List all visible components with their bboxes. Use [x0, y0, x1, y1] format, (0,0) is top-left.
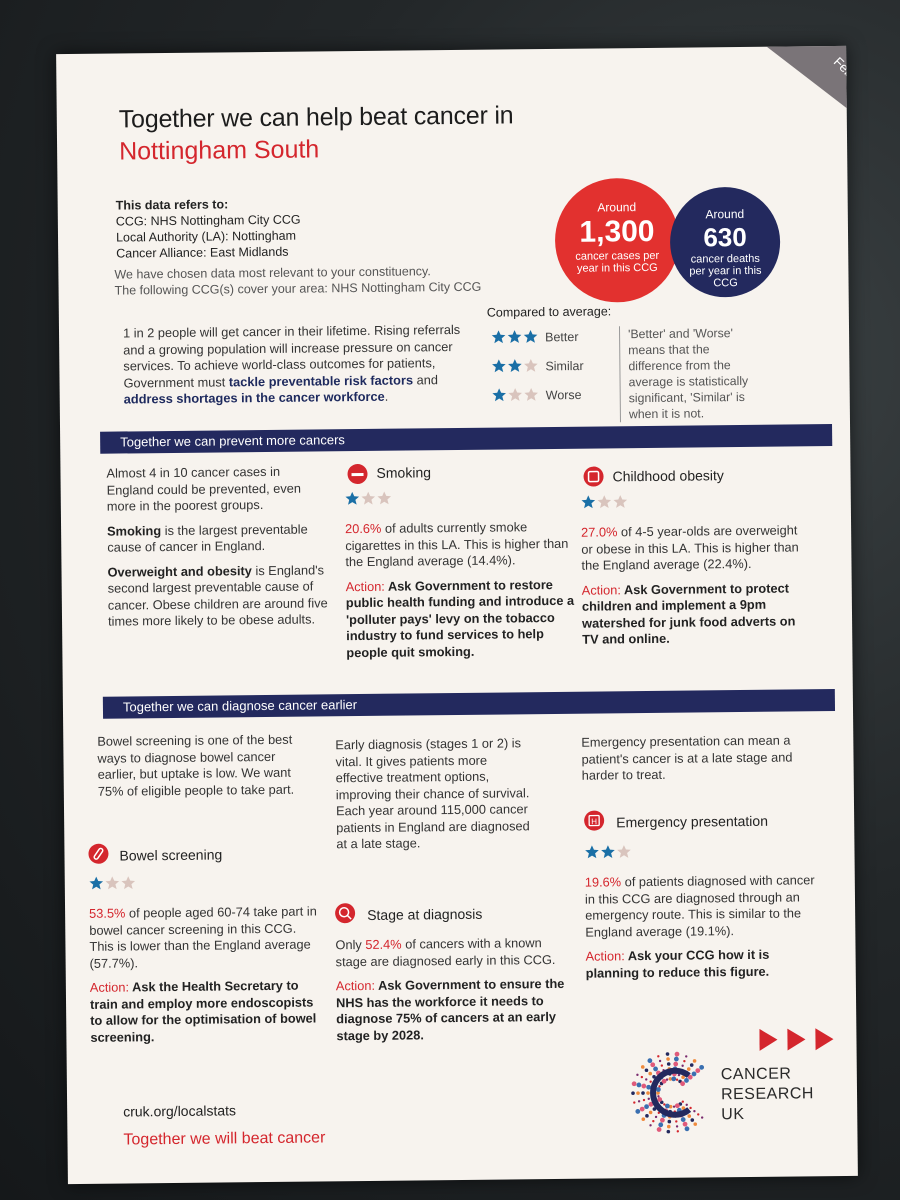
legend-better-label: Better: [545, 330, 579, 345]
test-tube-icon: [88, 844, 108, 864]
cases-sub: cancer cases per year in this CCG: [575, 249, 660, 275]
intro-paragraph: [123, 322, 484, 408]
deaths-sub: cancer deaths per year in this CCG: [689, 252, 762, 290]
legend-note: 'Better' and 'Worse' means that the difference from the average is statistically significant, 'Similar' is when it is not.: [619, 325, 759, 422]
stars-better: [491, 329, 539, 348]
refs-alliance: Cancer Alliance: East Midlands: [116, 244, 289, 261]
smoking-rating: [345, 491, 393, 512]
legend-worse: [492, 387, 582, 406]
compared-title: Compared to average:: [486, 304, 612, 320]
prevent-left-column: [106, 463, 328, 630]
smoking-stat: 20.6%: [345, 520, 382, 537]
legend-better: [491, 329, 579, 348]
stage-title: Stage at diagnosis: [367, 905, 483, 923]
intro-bold-workforce: address shortages in the cancer workforce: [123, 388, 385, 407]
logo-line2: RESEARCH: [720, 1085, 815, 1104]
refs-ccg: CCG: NHS Nottingham City CCG: [115, 212, 301, 229]
bowel-intro: Bowel screening is one of the best ways to diagnose bowel cancer earlier, but uptake is low. We want 75% of eligible people to take part.: [97, 731, 295, 799]
scales-icon: [583, 466, 603, 486]
stage-stat: 52.4%: [365, 936, 402, 952]
star-empty-icon: [377, 491, 392, 506]
cruk-url-link[interactable]: cruk.org/localstats: [123, 1102, 237, 1120]
prevent-p2: is the largest preventable cause of cancer in England.: [107, 521, 308, 555]
legend-similar-label: Similar: [545, 358, 584, 374]
bowel-rating: [89, 875, 137, 896]
logo-line1: CANCER: [720, 1065, 792, 1084]
prevent-p3: is England's second largest preventable cause of cancer. Obese children are around five times more likely to be obese adults.: [107, 561, 328, 629]
stage-text: of cancers with a known stage are diagnosed early in this CCG.: [335, 935, 556, 969]
tagline: Together we will beat cancer: [123, 1129, 326, 1149]
cases-number: 1,300: [579, 214, 655, 249]
emergency-column: [585, 872, 816, 981]
bowel-title: Bowel screening: [119, 846, 223, 864]
star-filled-icon: [507, 358, 522, 373]
magnifier-icon: [335, 903, 355, 923]
chosen-data-note: [114, 262, 544, 299]
prevent-band: Together we can prevent more cancers: [100, 424, 832, 454]
cigarette-icon: [347, 464, 367, 484]
star-filled-icon: [584, 845, 599, 860]
stars-similar: [491, 358, 539, 377]
emergency-title: Emergency presentation: [616, 812, 769, 831]
refs-la: Local Authority (LA): Nottingham: [115, 228, 297, 245]
star-filled-icon: [492, 387, 507, 402]
hospital-icon: [584, 810, 604, 830]
star-empty-icon: [616, 844, 631, 859]
page-title-line2: Nottingham South: [118, 135, 320, 166]
star-filled-icon: [89, 876, 104, 891]
star-filled-icon: [345, 491, 360, 506]
star-empty-icon: [523, 358, 538, 373]
star-empty-icon: [508, 387, 523, 402]
obesity-bold: Overweight and obesity: [107, 562, 252, 580]
bowel-action: Ask the Health Secretary to train and employ more endoscopists to allow for the optimisation of bowel screening.: [89, 977, 317, 1045]
star-filled-icon: [581, 495, 596, 510]
star-empty-icon: [361, 491, 376, 506]
cases-top: Around: [597, 200, 637, 215]
page-title-line1: Together we can help beat cancer in: [118, 101, 514, 134]
smoking-action: Ask Government to restore public health funding and introduce a 'polluter pays' levy on the tobacco industry to fund services to help people quit smoking.: [345, 576, 575, 660]
obesity-action: Ask Government to protect children and implement a 9pm watershed for junk food adverts on TV and online.: [581, 580, 796, 647]
star-empty-icon: [613, 494, 628, 509]
prevent-p1: Almost 4 in 10 cancer cases in England could be prevented, even more in the poorest groups.: [106, 463, 301, 514]
obesity-rating: [581, 494, 629, 515]
stars-worse: [492, 387, 540, 406]
svg-text:H: H: [591, 817, 598, 827]
bowel-action-label: Action:: [89, 979, 130, 995]
chosen-line2: The following CCG(s) cover your area: NHS Nottingham City CCG: [114, 279, 482, 298]
smoking-title: Smoking: [376, 464, 432, 481]
smoking-action-label: Action:: [345, 578, 385, 594]
stage-action: Ask Government to ensure the NHS has the workforce it needs to diagnose 75% of cancers at an early stage by 2028.: [335, 975, 565, 1043]
emergency-intro: Emergency presentation can mean a patient's cancer is at a late stage and harder to treat.: [581, 732, 793, 783]
obesity-title: Childhood obesity: [612, 467, 724, 485]
legend-similar: [491, 358, 583, 377]
obesity-column: [581, 522, 812, 648]
date-corner-badge: [734, 46, 858, 147]
emergency-action-label: Action:: [585, 948, 625, 964]
emergency-rating: [584, 844, 632, 865]
emergency-stat: 19.6%: [584, 874, 622, 890]
star-filled-icon: [507, 329, 522, 344]
intro-bold-risk: tackle preventable risk factors: [228, 371, 414, 389]
bowel-text: of people aged 60-74 take part in bowel cancer screening in this CCG. This is lower than the England average (57.7%).: [89, 903, 317, 971]
star-filled-icon: [491, 358, 506, 373]
cruk-logo-text: [721, 1064, 815, 1125]
smoking-column: [345, 519, 576, 661]
emergency-action: Ask your CCG how it is planning to reduce this figure.: [585, 946, 770, 981]
intro-and: and: [412, 371, 439, 387]
legend-worse-label: Worse: [545, 387, 582, 403]
bowel-stat: 53.5%: [89, 905, 126, 921]
leaflet: [56, 46, 858, 1184]
bowel-column: [89, 903, 320, 1045]
chevron-arrows-icon: [759, 1026, 839, 1053]
obesity-text: of 4-5 year-olds are overweight or obese in this LA. This is higher than the England average (22.4%).: [581, 522, 799, 573]
star-filled-icon: [523, 329, 538, 344]
stage-action-label: Action:: [335, 977, 376, 994]
stage-column: [335, 935, 566, 1044]
obesity-stat: 27.0%: [581, 524, 618, 540]
star-empty-icon: [597, 494, 612, 509]
deaths-number: 630: [703, 221, 747, 253]
star-empty-icon: [105, 876, 120, 891]
emergency-text: of patients diagnosed with cancer in this CCG are diagnosed through an emergency route. This is similar to the England average (19.1%).: [584, 872, 815, 940]
data-refers-block: [116, 196, 301, 262]
star-filled-icon: [600, 844, 615, 859]
obesity-action-label: Action:: [581, 581, 621, 598]
star-empty-icon: [121, 875, 136, 890]
stage-intro: Early diagnosis (stages 1 or 2) is vital. It gives patients more effective treatment options, improving their chance of survival. Each year around 115,000 cancer patients in England are diagnosed at a late stage.: [335, 735, 530, 852]
star-filled-icon: [491, 329, 506, 344]
smoking-bold: Smoking: [107, 522, 162, 539]
diagnose-band: Together we can diagnose cancer earlier: [103, 689, 835, 719]
chosen-line1: We have chosen data most relevant to your constituency.: [114, 264, 431, 282]
refs-intro: This data refers to:: [115, 197, 229, 213]
intro-end: .: [384, 388, 389, 404]
smoking-text: of adults currently smoke cigarettes in this LA. This is higher than the England average (14.4%).: [345, 519, 569, 570]
deaths-top: Around: [705, 206, 745, 222]
star-empty-icon: [524, 387, 539, 402]
logo-line3: UK: [721, 1106, 745, 1124]
deaths-circle: [670, 187, 781, 298]
stage-pre: Only: [335, 936, 366, 953]
cases-circle: [554, 178, 679, 303]
intro-text: 1 in 2 people will get cancer in their lifetime. Rising referrals and a growing population will increase pressure on cancer services. To achieve world-class outcomes for patients, Government must: [122, 321, 461, 390]
cruk-logo-mark-icon: [627, 1047, 718, 1138]
